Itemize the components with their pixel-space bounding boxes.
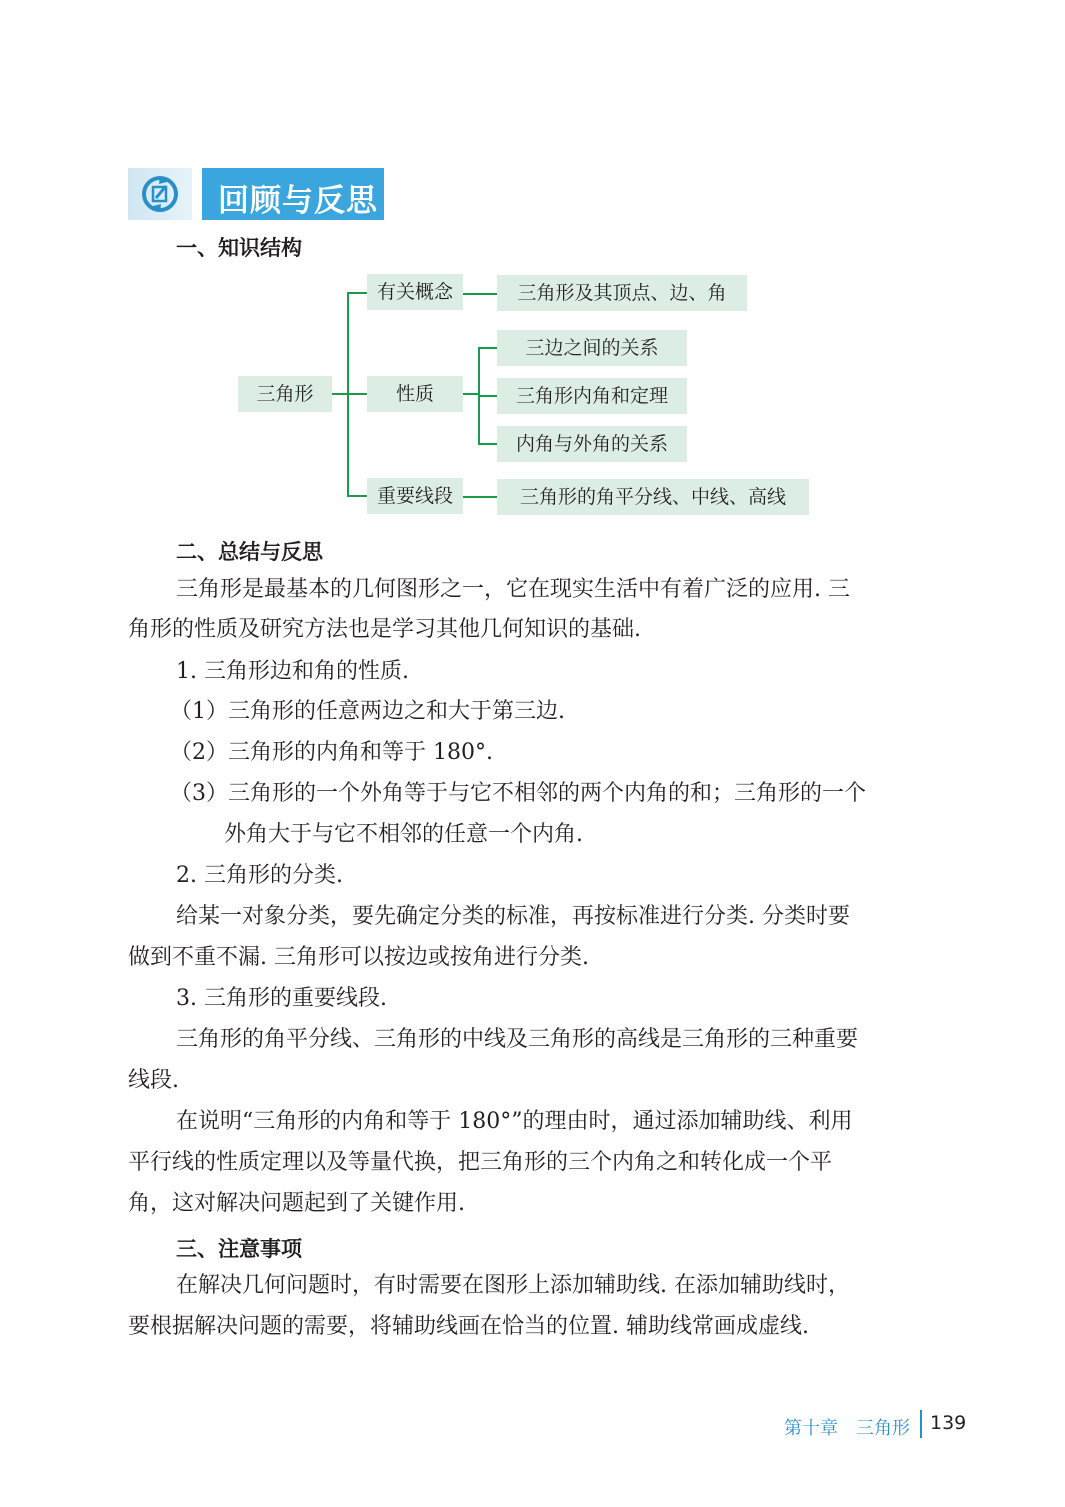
connector (332, 393, 348, 395)
summary-text: 在说明“三角形的内角和等于 180°”的理由时，通过添加辅助线、利用 (176, 1109, 853, 1134)
node-concepts: 有关概念 (367, 274, 463, 310)
summary-text: 线段. (128, 1068, 179, 1093)
section-banner (128, 168, 384, 220)
node-properties: 性质 (367, 376, 463, 412)
review-icon (140, 174, 180, 214)
section-heading-notes: 三、注意事项 (176, 1237, 302, 1261)
section-heading-structure: 一、知识结构 (176, 236, 302, 260)
summary-text: 角，这对解决问题起到了关键作用. (128, 1191, 465, 1216)
connector (463, 293, 497, 295)
summary-text: 三角形是最基本的几何图形之一，它在现实生活中有着广泛的应用. 三 (176, 577, 850, 602)
connector (347, 495, 367, 497)
list-item: 1. 三角形边和角的性质. (176, 659, 409, 684)
notes-text: 要根据解决问题的需要，将辅助线画在恰当的位置. 辅助线常画成虚线. (128, 1314, 809, 1339)
summary-text: 给某一对象分类，要先确定分类的标准，再按标准进行分类. 分类时要 (176, 904, 850, 929)
node-segments: 重要线段 (367, 478, 463, 514)
summary-text: 三角形的角平分线、三角形的中线及三角形的高线是三角形的三种重要 (176, 1027, 859, 1052)
connector (347, 292, 367, 294)
banner-icon-block (128, 168, 192, 220)
footer-divider (920, 1410, 922, 1438)
node-prop-exterior: 内角与外角的关系 (497, 426, 687, 462)
connector (463, 496, 497, 498)
page-number: 139 (930, 1412, 967, 1434)
list-item: （1）三角形的任意两边之和大于第三边. (170, 699, 565, 724)
page-title: 回顾与反思 (218, 183, 378, 219)
list-item: 外角大于与它不相邻的任意一个内角. (224, 822, 583, 847)
banner-title-block (202, 168, 384, 220)
list-item: 2. 三角形的分类. (176, 863, 343, 888)
section-heading-summary: 二、总结与反思 (176, 540, 323, 564)
connector (478, 347, 497, 349)
summary-text: 角形的性质及研究方法也是学习其他几何知识的基础. (128, 617, 641, 642)
summary-text: 平行线的性质定理以及等量代换，把三角形的三个内角之和转化成一个平 (128, 1150, 833, 1175)
node-triangle: 三角形 (238, 376, 332, 412)
node-segments-detail: 三角形的角平分线、中线、高线 (497, 479, 809, 515)
list-item: （3）三角形的一个外角等于与它不相邻的两个内角的和；三角形的一个 (170, 781, 866, 806)
connector (478, 443, 497, 445)
node-prop-sides: 三边之间的关系 (497, 330, 687, 366)
node-prop-angle-sum: 三角形内角和定理 (497, 378, 687, 414)
footer-chapter: 第十章 三角形 (784, 1418, 910, 1439)
list-item: （2）三角形的内角和等于 180°. (170, 740, 493, 765)
node-concepts-detail: 三角形及其顶点、边、角 (497, 275, 747, 311)
list-item: 3. 三角形的重要线段. (176, 986, 387, 1011)
connector (463, 393, 479, 395)
summary-text: 做到不重不漏. 三角形可以按边或按角进行分类. (128, 945, 589, 970)
notes-text: 在解决几何问题时，有时需要在图形上添加辅助线. 在添加辅助线时， (176, 1273, 850, 1298)
connector (478, 395, 497, 397)
connector (347, 393, 367, 395)
